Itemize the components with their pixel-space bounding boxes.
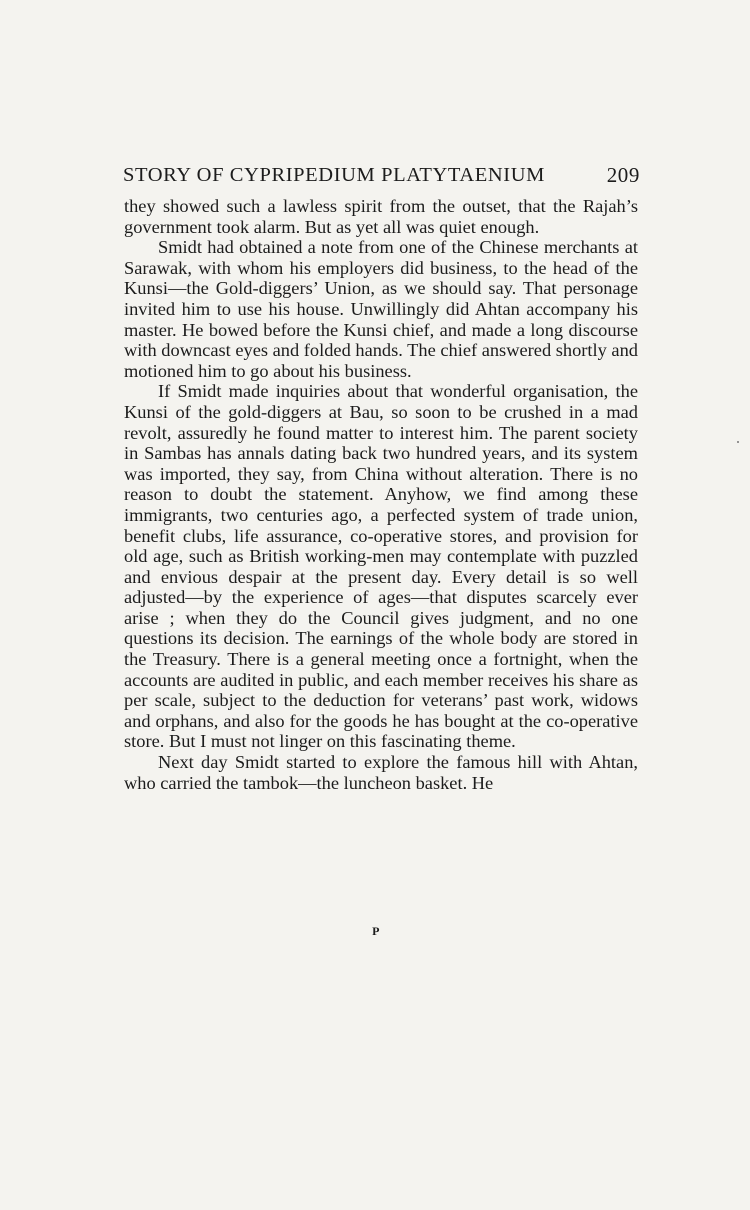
running-head-title: STORY OF CYPRIPEDIUM PLATYTAENIUM bbox=[123, 164, 545, 186]
body-text bbox=[124, 196, 638, 793]
paragraph-continued: they showed such a lawless spirit from the outset, that the Rajah’s government took alarm. But as yet all was quiet enough. bbox=[124, 196, 638, 237]
paragraph: Next day Smidt started to explore the famous hill with Ahtan, who carried the tambok—the luncheon basket. He bbox=[124, 752, 638, 793]
paper-speck bbox=[737, 441, 739, 443]
paragraph: Smidt had obtained a note from one of the Chinese merchants at Sarawak, with whom his employers did business, to the head of the Kunsi—the Gold-diggers’ Union, as we should say. That personage invited him to use his house. Unwillingly did Ahtan accompany his master. He bowed before the Kunsi chief, and made a long discourse with downcast eyes and folded hands. The chief answered shortly and motioned him to go about his business. bbox=[124, 237, 638, 381]
paragraph: If Smidt made inquiries about that wonderful organisation, the Kunsi of the gold-diggers at Bau, so soon to be crushed in a mad revolt, assuredly he found matter to interest him. The parent society in Sambas has annals dating back two hundred years, and its system was imported, they say, from China without alteration. There is no reason to doubt the statement. Anyhow, we find among these immigrants, two centuries ago, a perfected system of trade union, benefit clubs, life assurance, co-operative stores, and provision for old age, such as British working-men may contemplate with puzzled and envious despair at the present day. Every detail is so well adjusted—by the experience of ages—that disputes scarcely ever arise ; when they do the Council gives judgment, and no one questions its decision. The earnings of the whole body are stored in the Treasury. There is a general meeting once a fortnight, when the accounts are audited in public, and each member receives his share as per scale, subject to the deduction for veterans’ past work, widows and orphans, and also for the goods he has bought at the co-operative store. But I must not linger on this fascinating theme. bbox=[124, 381, 638, 752]
running-head bbox=[123, 160, 640, 190]
signature-mark: P bbox=[372, 924, 380, 938]
page-number: 209 bbox=[606, 163, 640, 187]
